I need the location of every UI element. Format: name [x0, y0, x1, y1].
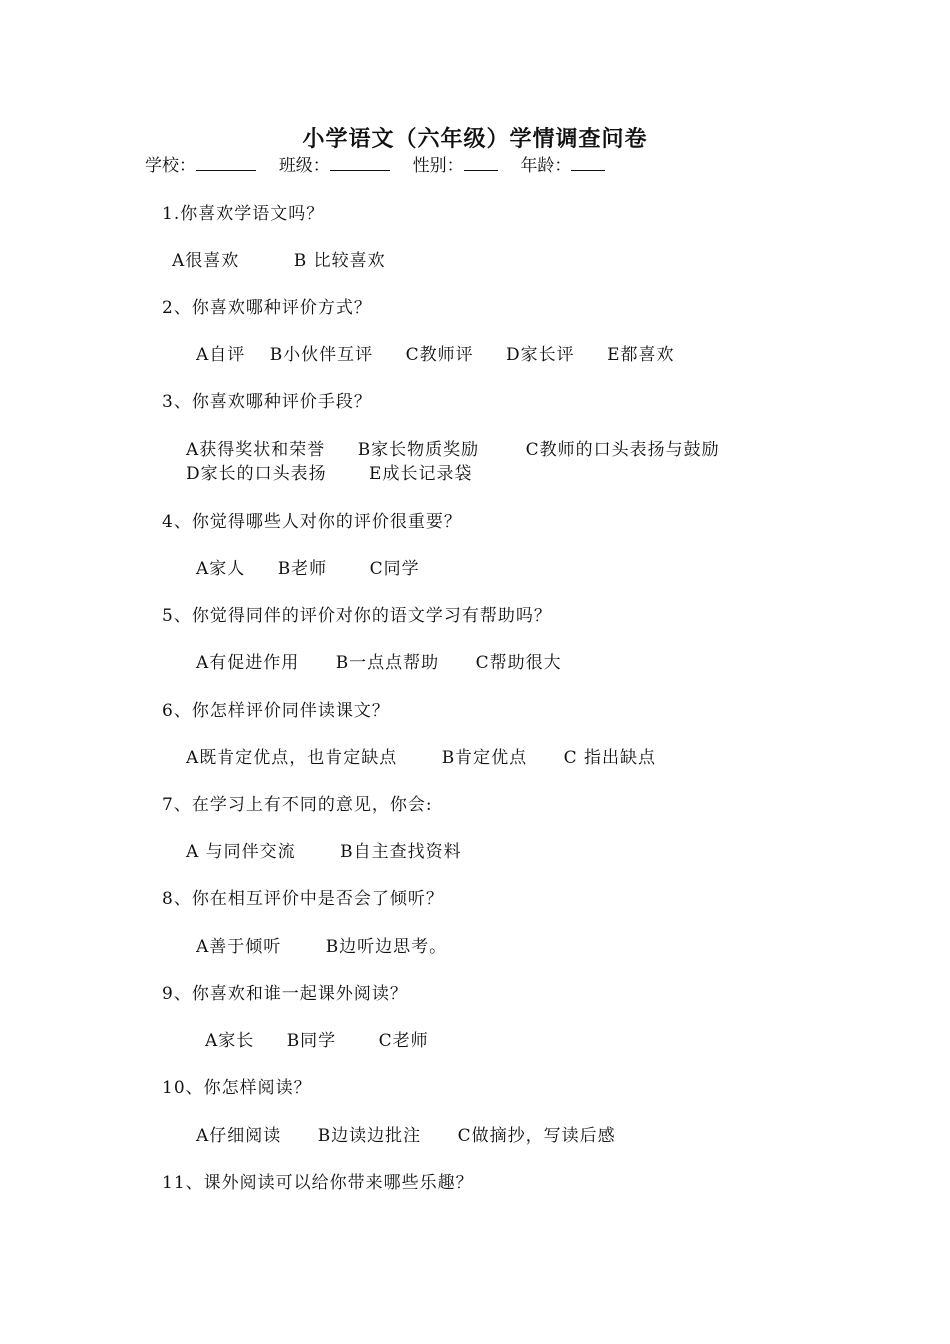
- question-9-options: [205, 1026, 429, 1051]
- option[interactable]: B一点点帮助: [335, 653, 440, 673]
- question-2-options: [196, 340, 674, 365]
- option[interactable]: C教师的口头表扬与鼓励: [525, 440, 720, 460]
- option[interactable]: B自主查找资料: [340, 842, 462, 862]
- question-11: 11、课外阅读可以给你带来哪些乐趣？: [162, 1173, 474, 1193]
- page-title: 小学语文（六年级）学情调查问卷: [302, 126, 648, 152]
- option[interactable]: B 比较喜欢: [293, 251, 386, 271]
- option[interactable]: C 指出缺点: [563, 748, 657, 768]
- school-blank[interactable]: [196, 156, 256, 171]
- option[interactable]: C帮助很大: [475, 653, 562, 673]
- option[interactable]: A善于倾听: [196, 937, 282, 957]
- option[interactable]: B边听边思考。: [325, 937, 448, 957]
- question-6-options: [186, 743, 656, 768]
- option[interactable]: A家长: [205, 1031, 255, 1051]
- option[interactable]: C做摘抄，写读后感: [457, 1126, 616, 1146]
- question-3-options-row2: [186, 459, 472, 484]
- question-5: 5、你觉得同伴的评价对你的语文学习有帮助吗？: [162, 606, 552, 626]
- question-4-options: [196, 554, 420, 579]
- option[interactable]: A仔细阅读: [196, 1126, 282, 1146]
- option[interactable]: B小伙伴互评: [269, 345, 374, 365]
- question-7-options: [186, 837, 462, 862]
- option[interactable]: A 与同伴交流: [186, 842, 296, 862]
- question-2: 2、你喜欢哪种评价方式？: [162, 298, 372, 318]
- age-label: 年龄：: [520, 156, 572, 176]
- option[interactable]: A家人: [196, 559, 246, 579]
- option[interactable]: B肯定优点: [441, 748, 528, 768]
- question-1-options: [172, 246, 386, 271]
- option[interactable]: D家长的口头表扬: [186, 464, 327, 484]
- question-10: 10、你怎样阅读？: [162, 1078, 312, 1098]
- question-4: 4、你觉得哪些人对你的评价很重要？: [162, 512, 462, 532]
- question-7: 7、在学习上有不同的意见，你会:: [162, 795, 433, 815]
- school-label: 学校：: [145, 156, 196, 176]
- class-label: 班级：: [278, 156, 330, 176]
- question-3: 3、你喜欢哪种评价手段？: [162, 392, 372, 412]
- option[interactable]: B老师: [277, 559, 328, 579]
- student-info-line: [145, 151, 605, 176]
- class-blank[interactable]: [330, 156, 390, 171]
- question-6: 6、你怎样评价同伴读课文？: [162, 701, 390, 721]
- option[interactable]: C老师: [378, 1031, 429, 1051]
- question-1: 1.你喜欢学语文吗？: [162, 204, 325, 224]
- option[interactable]: B家长物质奖励: [357, 440, 480, 460]
- question-8-options: [196, 932, 447, 957]
- option[interactable]: A有促进作用: [196, 653, 300, 673]
- option[interactable]: C同学: [369, 559, 420, 579]
- option[interactable]: D家长评: [506, 345, 575, 365]
- option[interactable]: E成长记录袋: [369, 464, 473, 484]
- gender-blank[interactable]: [464, 156, 498, 171]
- gender-label: 性别：: [412, 156, 464, 176]
- option[interactable]: A自评: [196, 345, 246, 365]
- option[interactable]: A很喜欢: [172, 251, 240, 271]
- question-8: 8、你在相互评价中是否会了倾听？: [162, 889, 444, 909]
- option[interactable]: B边读边批注: [317, 1126, 422, 1146]
- option[interactable]: A获得奖状和荣誉: [186, 440, 326, 460]
- age-blank[interactable]: [571, 156, 605, 171]
- option[interactable]: A既肯定优点，也肯定缺点: [186, 748, 398, 768]
- question-10-options: [196, 1121, 616, 1146]
- question-9: 9、你喜欢和谁一起课外阅读？: [162, 984, 408, 1004]
- option[interactable]: B同学: [286, 1031, 337, 1051]
- question-5-options: [196, 648, 562, 673]
- question-3-options-row1: [186, 435, 720, 460]
- option[interactable]: E都喜欢: [607, 345, 675, 365]
- option[interactable]: C教师评: [405, 345, 474, 365]
